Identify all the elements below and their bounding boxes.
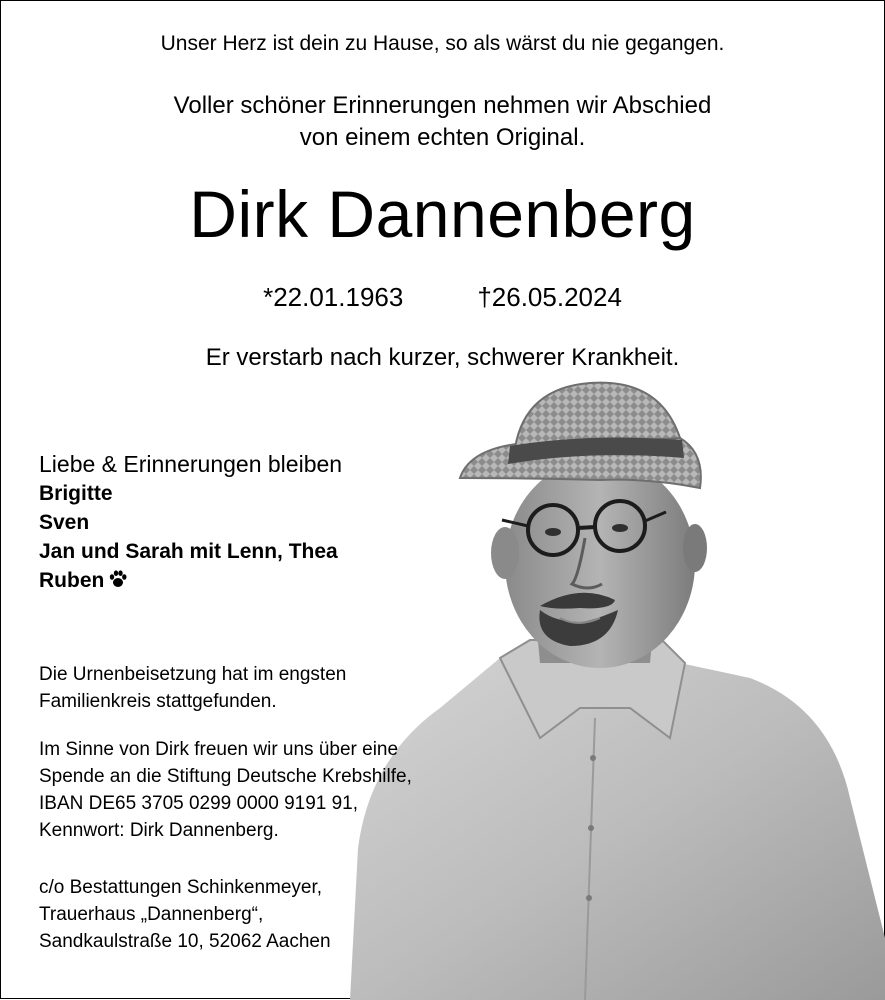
birth-date: *22.01.1963 <box>263 282 404 312</box>
farewell-text <box>0 90 885 154</box>
info-line: Kennwort: Dirk Dannenberg. <box>39 820 279 841</box>
family-heading: Liebe & Erinnerungen bleiben <box>39 451 343 477</box>
info-line: Spende an die Stiftung Deutsche Krebshilfe, <box>39 766 412 787</box>
family-section <box>39 449 342 595</box>
family-member: Jan und Sarah mit Lenn, Thea <box>39 540 338 563</box>
address-line: Trauerhaus „Dannenberg“, <box>39 904 264 925</box>
deceased-name: Dirk Dannenberg <box>189 177 696 251</box>
address-line: c/o Bestattungen Schinkenmeyer, <box>39 877 323 898</box>
address-line: Sandkaulstraße 10, 52062 Aachen <box>39 931 331 952</box>
family-member: Brigitte <box>39 482 113 505</box>
info-line: Die Urnenbeisetzung hat im engsten <box>39 664 347 685</box>
farewell-line: von einem echten Original. <box>299 124 586 151</box>
life-dates <box>0 282 885 313</box>
family-member-with-pet <box>39 566 342 595</box>
address-info <box>39 874 331 955</box>
burial-info <box>39 661 346 715</box>
family-member: Sven <box>39 511 90 534</box>
paw-icon <box>108 570 128 588</box>
info-line: Im Sinne von Dirk freuen wir uns über eine <box>39 739 399 760</box>
motto-text: Unser Herz ist dein zu Hause, so als wärst du nie gegangen. <box>160 32 725 55</box>
farewell-line: Voller schöner Erinnerungen nehmen wir Abschied <box>173 92 712 119</box>
shirt <box>350 658 885 1000</box>
info-line: Familienkreis stattgefunden. <box>39 691 277 712</box>
iban-line: IBAN DE65 3705 0299 0000 9191 91, <box>39 793 359 814</box>
cause-of-death: Er verstarb nach kurzer, schwerer Krankheit. <box>205 344 680 371</box>
donation-info <box>39 736 412 844</box>
portrait-photo <box>350 378 885 1000</box>
family-member: Ruben <box>39 569 105 592</box>
death-date: †26.05.2024 <box>477 282 622 312</box>
